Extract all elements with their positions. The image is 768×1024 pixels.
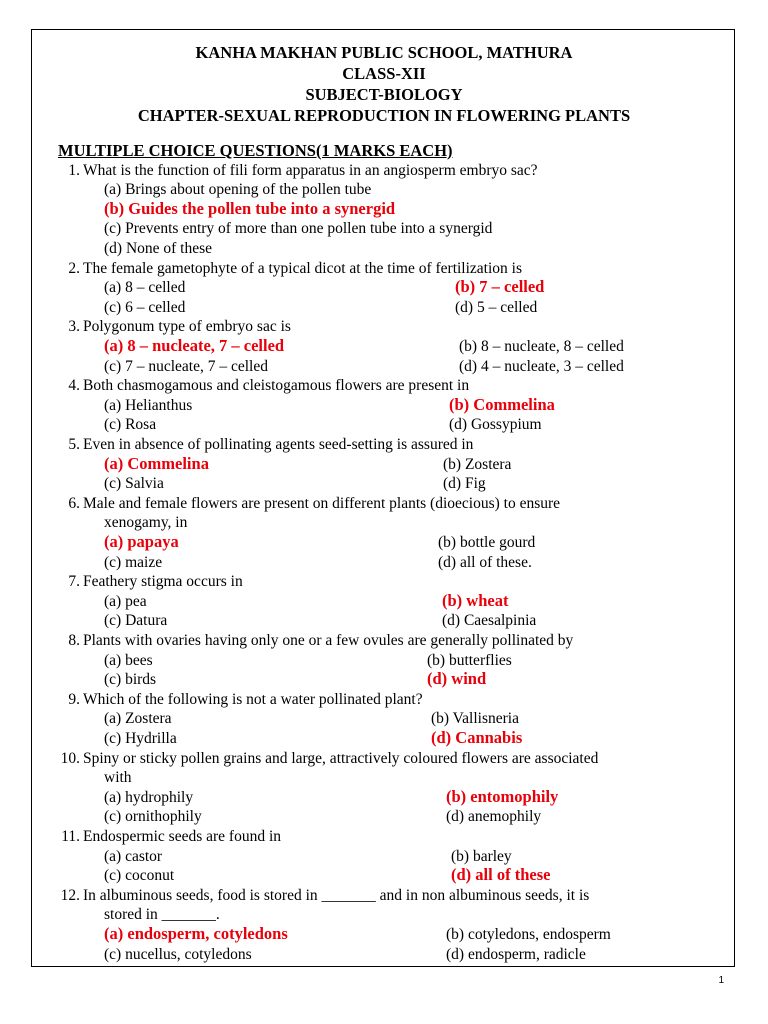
correct-answer-option: (b) wheat xyxy=(442,590,509,610)
answer-option: (d) Caesalpinia xyxy=(442,612,537,630)
question-number: 8. xyxy=(68,631,80,649)
question-number: 2. xyxy=(68,259,80,277)
question-number: 7. xyxy=(68,573,80,591)
question-number: 5. xyxy=(68,435,80,453)
answer-option: (b) bottle gourd xyxy=(438,533,536,551)
answer-option: (c) coconut xyxy=(104,867,175,885)
correct-answer-option: (a) Commelina xyxy=(104,453,209,473)
question-text: Even in absence of pollinating agents seed-setting is assured in xyxy=(83,435,474,453)
correct-answer-option: (b) entomophily xyxy=(446,786,559,806)
answer-option: (b) butterflies xyxy=(427,651,512,669)
question-text: Spiny or sticky pollen grains and large, attractively coloured flowers are associated xyxy=(83,749,599,767)
correct-answer-option: (a) papaya xyxy=(104,531,179,551)
answer-option: (a) Helianthus xyxy=(104,396,193,414)
chapter-title: CHAPTER-SEXUAL REPRODUCTION IN FLOWERING PLANTS xyxy=(137,106,631,125)
answer-option: (c) Rosa xyxy=(104,416,157,434)
answer-option: (d) anemophily xyxy=(446,808,542,826)
answer-option: (c) 6 – celled xyxy=(104,298,186,316)
answer-option: (c) Salvia xyxy=(104,475,164,493)
answer-option: (d) Gossypium xyxy=(449,416,542,434)
answer-option: (b) Vallisneria xyxy=(431,710,519,728)
answer-option: (a) bees xyxy=(104,651,153,669)
question-text: Feathery stigma occurs in xyxy=(83,573,243,591)
answer-option: (c) nucellus, cotyledons xyxy=(104,945,252,963)
answer-option: (c) Datura xyxy=(104,612,168,630)
question-number: 11. xyxy=(61,827,80,845)
question-number: 12. xyxy=(60,886,80,904)
answer-option: (a) castor xyxy=(104,847,163,865)
answer-option: (a) Brings about opening of the pollen tube xyxy=(104,181,372,199)
answer-option: (c) maize xyxy=(104,553,163,571)
answer-option: (d) Fig xyxy=(443,475,486,493)
question-text: Which of the following is not a water pollinated plant? xyxy=(83,690,423,708)
question-number: 4. xyxy=(68,377,80,395)
answer-option: (b) 8 – nucleate, 8 – celled xyxy=(459,337,624,355)
answer-option: (a) 8 – celled xyxy=(104,279,186,297)
question-text: What is the function of fili form apparatus in an angiosperm embryo sac? xyxy=(83,161,538,179)
question-text: In albuminous seeds, food is stored in _______ and in non albuminous seeds, it is xyxy=(83,886,590,904)
question-text: Plants with ovaries having only one or a few ovules are generally pollinated by xyxy=(83,631,574,649)
correct-answer-option: (b) 7 – celled xyxy=(455,277,545,297)
answer-option: (a) hydrophily xyxy=(104,788,194,806)
question-number: 3. xyxy=(68,318,80,336)
question-text: Endospermic seeds are found in xyxy=(83,827,281,845)
class-label: CLASS-XII xyxy=(342,64,426,83)
answer-option: (c) Hydrilla xyxy=(104,729,177,747)
question-text: with xyxy=(104,769,132,787)
answer-option: (d) 5 – celled xyxy=(455,298,538,316)
question-text: Male and female flowers are present on different plants (dioecious) to ensure xyxy=(83,494,561,512)
page-number: 1 xyxy=(718,975,724,986)
answer-option: (d) all of these. xyxy=(438,553,532,571)
question-text: stored in _______. xyxy=(104,906,220,924)
question-number: 9. xyxy=(68,690,80,708)
document-header xyxy=(0,42,768,126)
answer-option: (b) Zostera xyxy=(443,455,512,473)
answer-option: (a) pea xyxy=(104,592,147,610)
question-text: xenogamy, in xyxy=(104,514,188,532)
answer-option: (c) birds xyxy=(104,671,157,689)
answer-option: (c) ornithophily xyxy=(104,808,202,826)
correct-answer-option: (b) Guides the pollen tube into a synergid xyxy=(104,198,396,218)
answer-option: (d) endosperm, radicle xyxy=(446,945,586,963)
correct-answer-option: (d) Cannabis xyxy=(431,727,523,747)
answer-option: (d) None of these xyxy=(104,239,213,257)
section-title: MULTIPLE CHOICE QUESTIONS(1 MARKS EACH) xyxy=(58,141,453,160)
question-number: 1. xyxy=(68,161,80,179)
correct-answer-option: (a) endosperm, cotyledons xyxy=(104,923,288,943)
question-number: 6. xyxy=(68,494,80,512)
answer-option: (d) 4 – nucleate, 3 – celled xyxy=(459,357,624,375)
answer-option: (c) Prevents entry of more than one pollen tube into a synergid xyxy=(104,220,493,238)
correct-answer-option: (b) Commelina xyxy=(449,394,555,414)
question-text: Both chasmogamous and cleistogamous flowers are present in xyxy=(83,377,470,395)
correct-answer-option: (d) wind xyxy=(427,669,487,689)
answer-option: (c) 7 – nucleate, 7 – celled xyxy=(104,357,268,375)
answer-option: (b) cotyledons, endosperm xyxy=(446,925,611,943)
answer-option: (a) Zostera xyxy=(104,710,172,728)
subject-label: SUBJECT-BIOLOGY xyxy=(305,85,463,104)
answer-option: (b) barley xyxy=(451,847,512,865)
question-number: 10. xyxy=(60,749,80,767)
question-text: Polygonum type of embryo sac is xyxy=(83,318,291,336)
correct-answer-option: (d) all of these xyxy=(451,865,551,885)
question-text: The female gametophyte of a typical dicot at the time of fertilization is xyxy=(83,259,523,277)
school-name: KANHA MAKHAN PUBLIC SCHOOL, MATHURA xyxy=(195,43,573,62)
correct-answer-option: (a) 8 – nucleate, 7 – celled xyxy=(104,335,285,355)
